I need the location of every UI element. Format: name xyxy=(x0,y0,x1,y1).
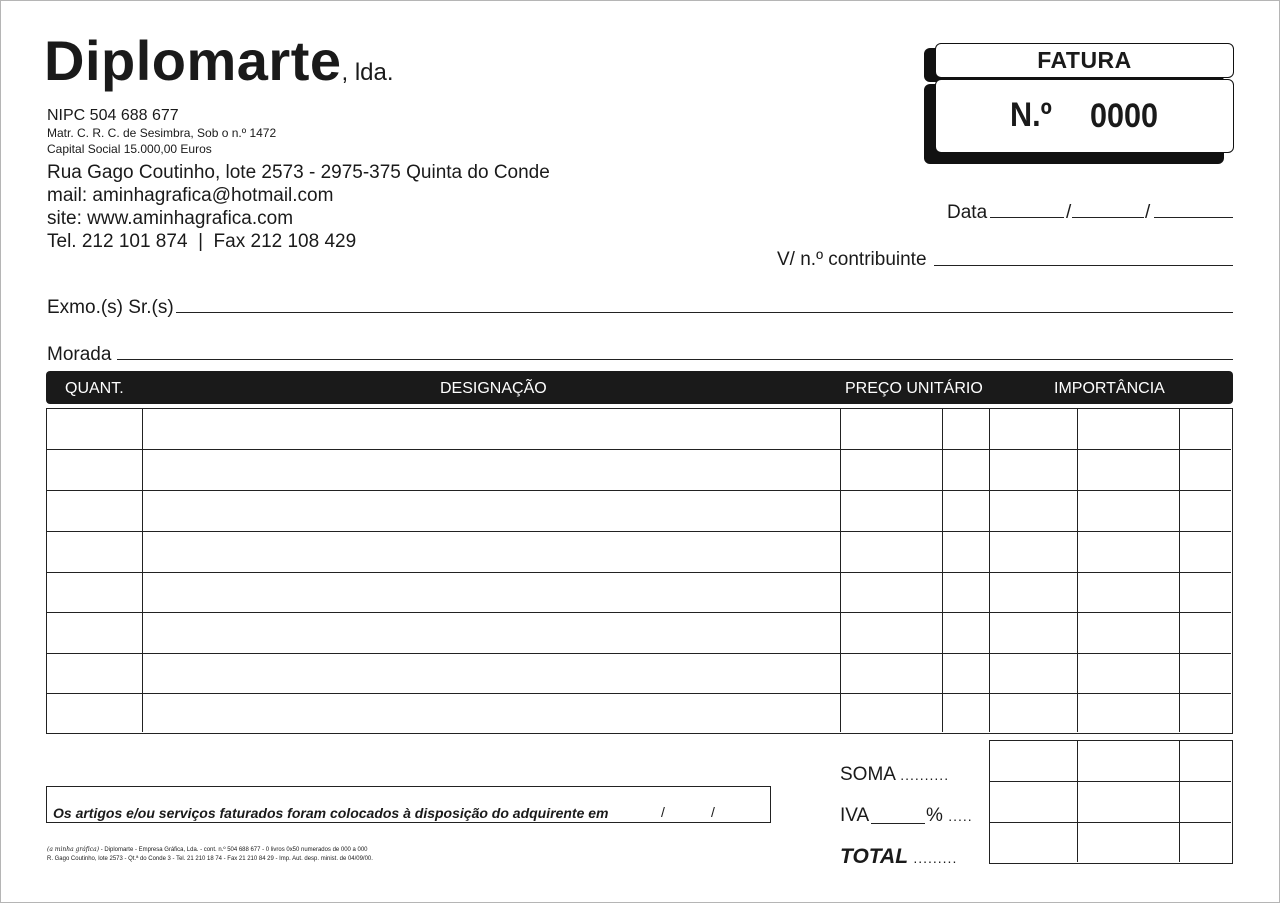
delivery-notice-text: Os artigos e/ou serviços faturados foram colocados à disposição do adquirente em xyxy=(53,805,609,821)
column-divider xyxy=(142,409,143,732)
printer-imprint xyxy=(47,845,373,863)
company-site: site: www.aminhagrafica.com xyxy=(47,208,294,229)
company-mail: mail: aminhagrafica@hotmail.com xyxy=(47,185,334,206)
date-label: Data xyxy=(947,202,988,223)
column-divider xyxy=(840,409,841,732)
printer-line-2: R. Gago Coutinho, lote 2573 - Qt.ª do Conde 3 - Tel. 21 210 18 74 - Fax 21 210 84 29 - Imp. Aut. desp. minist. de 04/09/00. xyxy=(47,855,373,862)
table-row[interactable] xyxy=(47,490,1231,491)
company-suffix: , lda. xyxy=(341,59,394,86)
company-registry: Matr. C. R. C. de Sesimbra, Sob o n.º 1472 xyxy=(47,126,277,140)
vat-row[interactable] xyxy=(990,822,1231,823)
column-divider xyxy=(1077,409,1078,732)
notice-date-separator: / xyxy=(661,804,665,820)
printer-line-1: - Diplomarte - Empresa Gráfica, Lda. - cont. n.º 504 688 677 - 0 livros 0x50 numerados de 000 a 000 xyxy=(100,846,368,853)
customer-field[interactable] xyxy=(176,312,1233,313)
delivery-notice-box xyxy=(46,786,771,823)
vat-label: IVA xyxy=(840,805,870,826)
date-month-field[interactable] xyxy=(1072,217,1144,218)
total-label: TOTAL xyxy=(840,845,909,868)
date-year-field[interactable] xyxy=(1154,217,1233,218)
table-row[interactable] xyxy=(47,449,1231,450)
header-designation: DESIGNAÇÃO xyxy=(440,380,547,397)
fatura-title: FATURA xyxy=(1037,47,1132,73)
date-day-field[interactable] xyxy=(990,217,1064,218)
sum-label: SOMA xyxy=(840,764,895,785)
company-address: Rua Gago Coutinho, lote 2573 - 2975-375 Quinta do Conde xyxy=(47,162,550,183)
company-nipc: NIPC 504 688 677 xyxy=(47,107,179,124)
address-field[interactable] xyxy=(117,359,1233,360)
header-amount: IMPORTÂNCIA xyxy=(1054,380,1165,397)
fatura-number-box xyxy=(935,79,1234,153)
table-row[interactable] xyxy=(47,693,1231,694)
company-phones: Tel. 212 101 874 | Fax 212 108 429 xyxy=(47,231,357,252)
column-divider xyxy=(1179,741,1180,862)
table-row[interactable] xyxy=(47,572,1231,573)
column-divider xyxy=(989,409,990,732)
vat-percent-field[interactable] xyxy=(871,823,925,824)
sum-label-line xyxy=(840,764,949,786)
totals-table xyxy=(989,740,1233,864)
items-table xyxy=(46,408,1233,734)
header-unit-price: PREÇO UNITÁRIO xyxy=(845,380,983,397)
date-separator-1: / xyxy=(1066,202,1072,223)
table-row[interactable] xyxy=(47,653,1231,654)
sum-dots: .......... xyxy=(900,767,950,783)
printer-logo: (a minha gráfica) xyxy=(47,845,100,853)
invoice-number-prefix: N.º xyxy=(1010,96,1052,134)
company-logo xyxy=(44,28,394,93)
sum-row[interactable] xyxy=(990,781,1231,782)
date-separator-2: / xyxy=(1145,202,1151,223)
notice-date-separator: / xyxy=(711,804,715,820)
total-dots: ......... xyxy=(913,850,958,866)
table-row[interactable] xyxy=(47,531,1231,532)
taxpayer-field[interactable] xyxy=(934,265,1233,266)
company-name: Diplomarte xyxy=(44,29,342,92)
table-row[interactable] xyxy=(47,612,1231,613)
company-capital: Capital Social 15.000,00 Euros xyxy=(47,142,212,156)
vat-percent-line xyxy=(926,805,973,827)
fatura-title-box xyxy=(935,43,1234,78)
address-label: Morada xyxy=(47,344,112,365)
column-divider xyxy=(1179,409,1180,732)
table-header xyxy=(46,371,1233,404)
column-divider xyxy=(942,409,943,732)
header-quantity: QUANT. xyxy=(65,380,124,397)
vat-dots: ..... xyxy=(948,808,973,824)
invoice-number: 0000 xyxy=(1090,97,1159,135)
customer-label: Exmo.(s) Sr.(s) xyxy=(47,297,174,318)
total-label-line xyxy=(840,845,957,869)
vat-label-line xyxy=(840,805,869,827)
column-divider xyxy=(1077,741,1078,862)
vat-percent-sign: % xyxy=(926,805,943,826)
taxpayer-label: V/ n.º contribuinte xyxy=(777,249,927,270)
